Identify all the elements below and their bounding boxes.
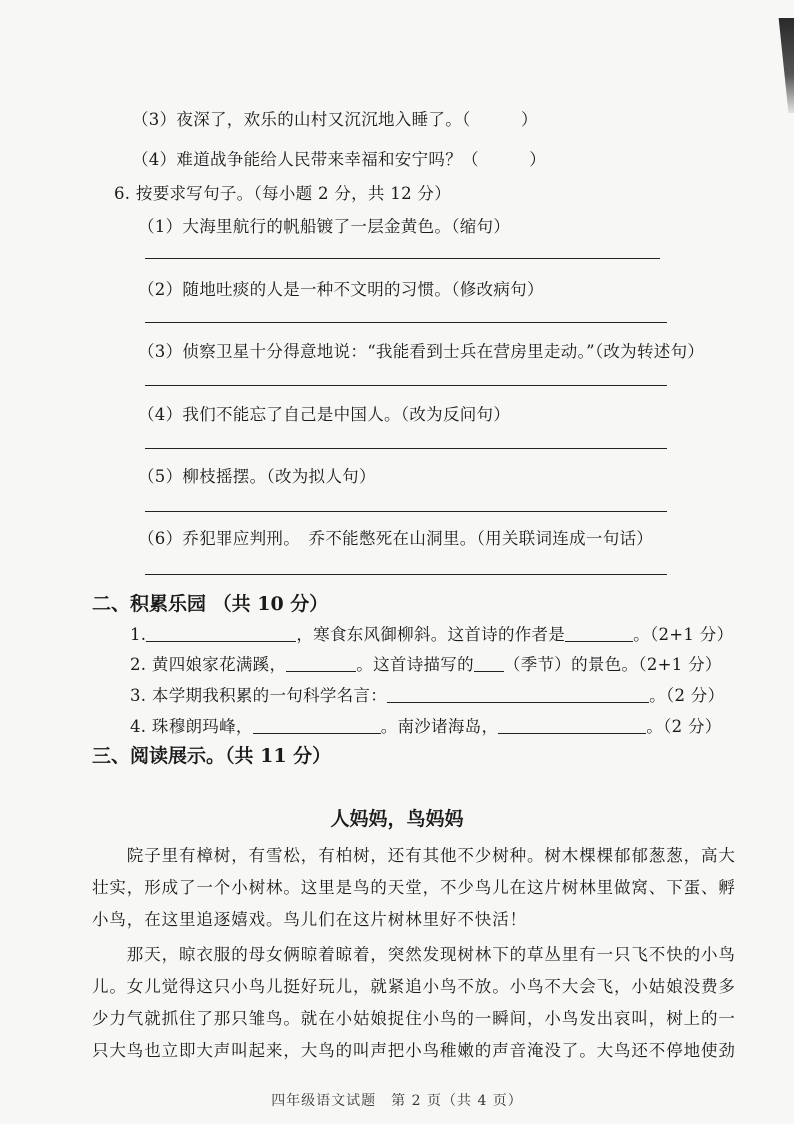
passage-line-1: 院子里有樟树，有雪松，有柏树，还有其他不少树种。树木棵棵郁郁葱葱，高大 xyxy=(92,846,736,865)
s2-q2-blank-2[interactable] xyxy=(474,655,504,672)
section-3-title: 三、阅读展示。（共 11 分） xyxy=(92,745,332,767)
s2-q2 xyxy=(130,651,722,675)
s2-q4-mid: 。南沙诸海岛， xyxy=(380,717,499,736)
s2-q4-start: 4. 珠穆朗玛峰， xyxy=(130,717,253,736)
s2-q3-start: 3. 本学期我积累的一句科学名言： xyxy=(130,686,388,705)
s2-q3 xyxy=(130,682,724,706)
scan-shadow xyxy=(772,18,794,113)
passage-line-4: 那天，晾衣服的母女俩晾着晾着，突然发现树林下的草丛里有一只飞不快的小鸟 xyxy=(92,945,736,964)
s2-q4-end: 。（2 分） xyxy=(646,717,722,736)
q6-item-2: （2）随地吐痰的人是一种不文明的习惯。（修改病句） xyxy=(138,280,544,299)
s2-q2-mid2: （季节）的景色。（2+1 分） xyxy=(503,655,722,674)
q6-item-3: （3）侦察卫星十分得意地说：“我能看到士兵在营房里走动。”（改为转述句） xyxy=(138,342,705,361)
s2-q3-end: 。（2 分） xyxy=(649,686,725,705)
passage-line-2: 壮实，形成了一个小树林。这里是鸟的天堂，不少鸟儿在这片树林里做窝、下蛋、孵 xyxy=(92,878,736,897)
answer-line-1[interactable] xyxy=(145,258,660,259)
s2-q1-mid: ，寒食东风御柳斜。这首诗的作者是 xyxy=(296,625,566,644)
passage-line-5: 儿。女儿觉得这只小鸟儿挺好玩儿，就紧追小鸟不放。小鸟不大会飞，小姑娘没费多 xyxy=(92,977,736,996)
s2-q4-blank-1[interactable] xyxy=(253,717,381,734)
s2-q2-mid: 。这首诗描写的 xyxy=(356,655,474,674)
answer-line-4[interactable] xyxy=(145,448,667,449)
answer-line-2[interactable] xyxy=(145,322,667,323)
passage-title: 人妈妈，鸟妈妈 xyxy=(330,808,464,830)
q5-item-3: （3）夜深了，欢乐的山村又沉沉地入睡了。（ ） xyxy=(132,110,538,129)
answer-line-6[interactable] xyxy=(145,574,667,575)
q6-item-1: （1）大海里航行的帆船镀了一层金黄色。（缩句） xyxy=(138,217,511,236)
passage-line-3: 小鸟，在这里追逐嬉戏。鸟儿们在这片树林里好不快活！ xyxy=(92,910,527,929)
s2-q4 xyxy=(130,713,722,737)
q6-item-5: （5）柳枝摇摆。（改为拟人句） xyxy=(138,467,376,486)
s2-q3-blank[interactable] xyxy=(387,686,649,703)
s2-q4-blank-2[interactable] xyxy=(498,717,646,734)
q5-item-4: （4）难道战争能给人民带来幸福和安宁吗？（ ） xyxy=(132,150,546,169)
answer-line-5[interactable] xyxy=(145,511,667,512)
passage-line-6: 少力气就抓住了那只雏鸟。就在小姑娘捉住小鸟的一瞬间，小鸟发出哀叫，树上的一 xyxy=(92,1009,736,1028)
s2-q2-blank-1[interactable] xyxy=(286,655,356,672)
q6-item-4: （4）我们不能忘了自己是中国人。（改为反问句） xyxy=(138,405,511,424)
page-footer: 四年级语文试题 第 2 页（共 4 页） xyxy=(271,1093,523,1109)
q6-heading: 6. 按要求写句子。（每小题 2 分，共 12 分） xyxy=(114,184,452,203)
s2-q1 xyxy=(130,621,733,645)
answer-line-3[interactable] xyxy=(145,385,667,386)
s2-q1-blank-1[interactable] xyxy=(146,625,296,642)
s2-q1-blank-2[interactable] xyxy=(565,625,633,642)
s2-q1-num: 1. xyxy=(130,625,147,644)
s2-q1-end: 。（2+1 分） xyxy=(633,625,734,644)
section-2-title: 二、积累乐园 （共 10 分） xyxy=(92,593,329,615)
s2-q2-start: 2. 黄四娘家花满蹊， xyxy=(130,655,287,674)
q6-item-6: （6）乔犯罪应判刑。 乔不能憋死在山洞里。（用关联词连成一句话） xyxy=(138,529,654,548)
passage-line-7: 只大鸟也立即大声叫起来，大鸟的叫声把小鸟稚嫩的声音淹没了。大鸟还不停地使劲 xyxy=(92,1041,736,1060)
